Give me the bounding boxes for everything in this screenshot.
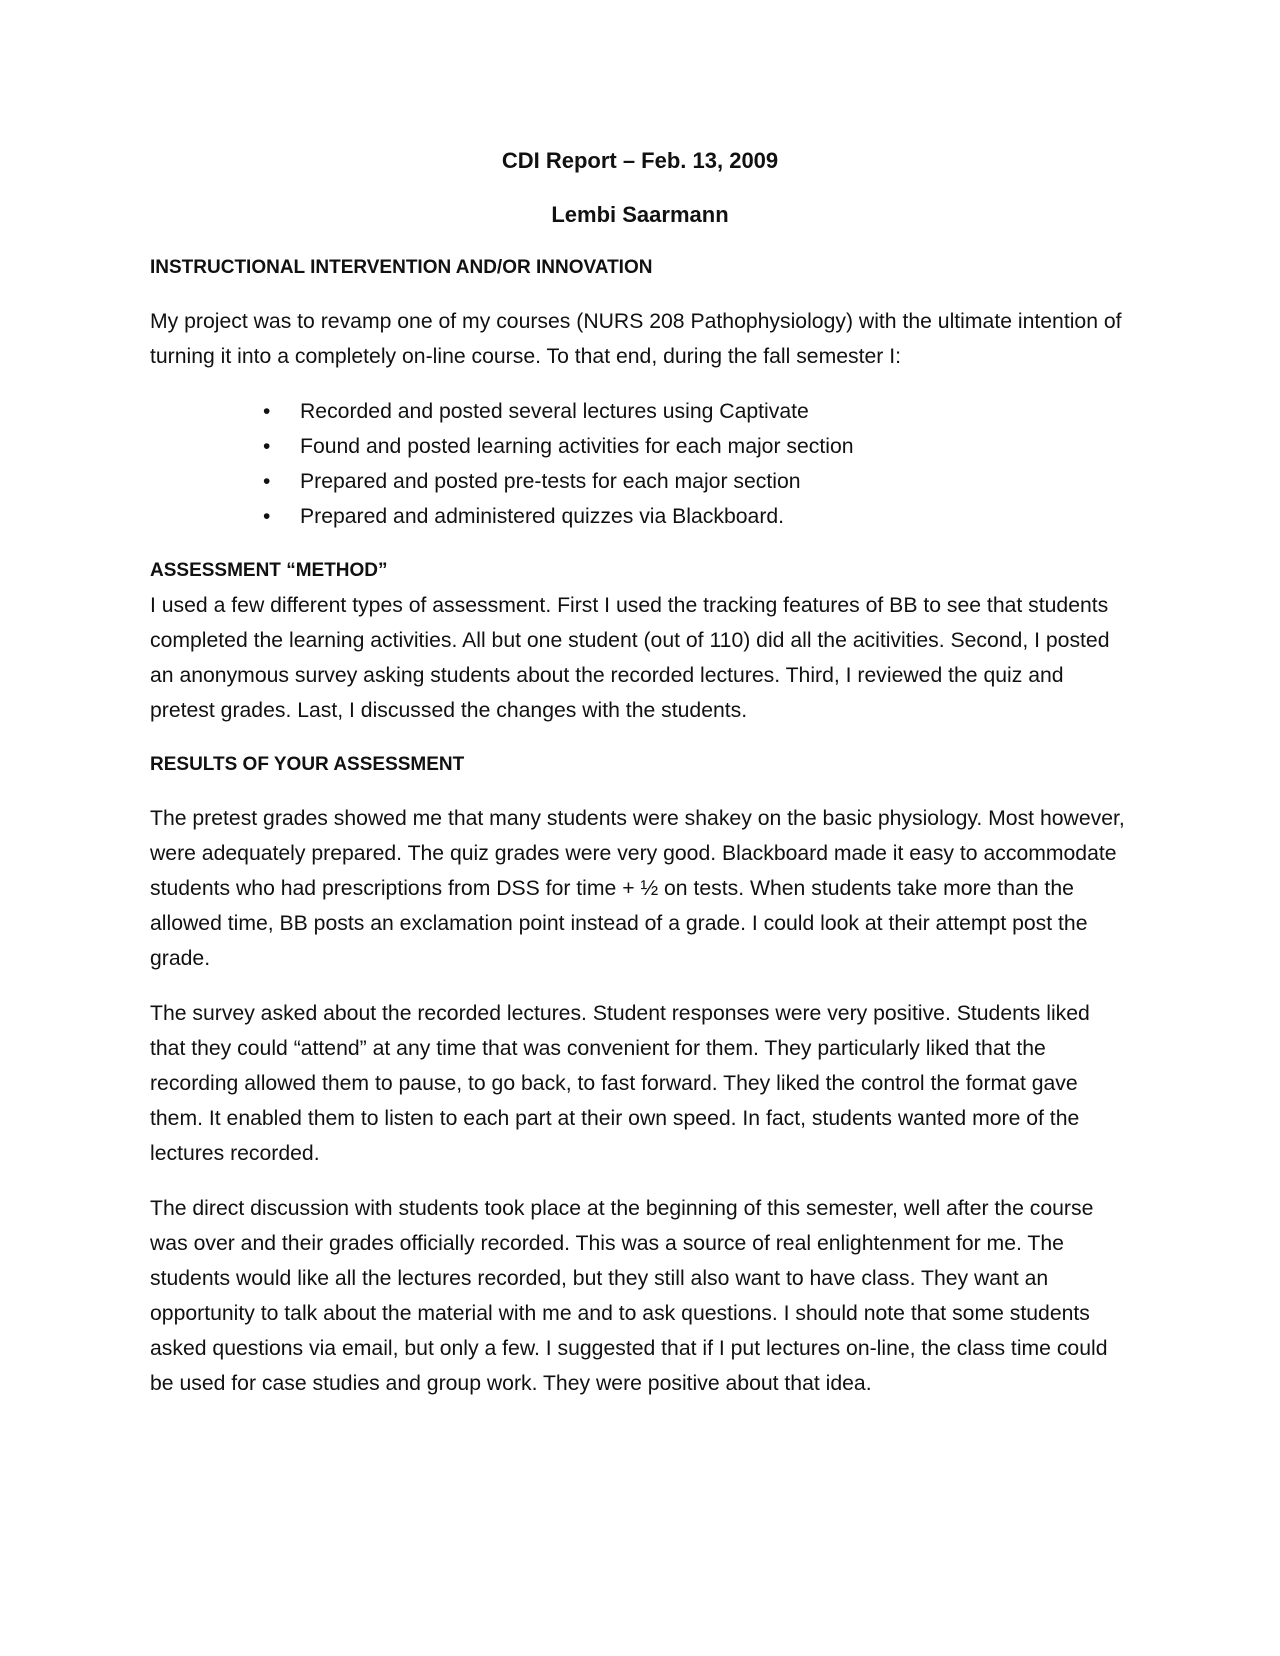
bullet-text: Recorded and posted several lectures using Captivate [300,399,809,423]
bullet-text: Prepared and administered quizzes via Blackboard. [300,504,785,528]
bullet-icon: • [263,504,271,528]
bullet-item [150,429,1130,464]
bullet-icon: • [263,469,271,493]
bullet-item [150,394,1130,429]
paragraph-results-grades: The pretest grades showed me that many students were shakey on the basic physiology. Most however, were adequately prepared. The quiz grades were very good. Blackboard made it easy to accommodate students who had prescriptions from DSS for time + ½ on tests. When students take more than the allowed time, BB posts an exclamation point instead of a grade. I could look at their attempt post the grade. [150,807,1125,971]
paragraph-results-survey: The survey asked about the recorded lectures. Student responses were very positive. Students liked that they could “attend” at any time that was convenient for them. They particularly liked that the recording allowed them to pause, to go back, to fast forward. They liked the control the format gave them. It enabled them to listen to each part at their own speed. In fact, students wanted more of the lectures recorded. [150,1002,1090,1166]
bullet-item [150,464,1130,499]
bullet-icon: • [263,399,271,423]
heading-assessment-method: ASSESSMENT “METHOD” [150,559,388,581]
heading-results: RESULTS OF YOUR ASSESSMENT [150,754,465,776]
bullet-text: Found and posted learning activities for each major section [300,434,854,458]
bullet-list-activities [150,394,1130,534]
bullet-text: Prepared and posted pre-tests for each major section [300,469,801,493]
paragraph-intervention: My project was to revamp one of my courses (NURS 208 Pathophysiology) with the ultimate intention of turning it into a completely on-line course. To that end, during the fall semester I: [150,309,1122,368]
bullet-icon: • [263,434,271,458]
document-author: Lembi Saarmann [551,202,729,228]
document-title: CDI Report – Feb. 13, 2009 [501,148,779,173]
paragraph-results-discussion: The direct discussion with students took place at the beginning of this semester, well after the course was over and their grades officially recorded. This was a source of real enlightenment for me. The students would like all the lectures recorded, but they still also want to have class. They want an opportunity to talk about the material with me and to ask questions. I should note that some students asked questions via email, but only a few. I suggested that if I put lectures on-line, the class time could be used for case studies and group work. They were positive about that idea. [150,1197,1108,1396]
heading-intervention: INSTRUCTIONAL INTERVENTION AND/OR INNOVATION [150,256,653,278]
document-page [150,148,1130,1401]
paragraph-assessment-method: I used a few different types of assessment. First I used the tracking features of BB to see that students completed the learning activities. All but one student (out of 110) did all the acitivities. Second, I posted an anonymous survey asking students about the recorded lectures. Third, I reviewed the quiz and pretest grades. Last, I discussed the changes with the students. [150,594,1110,723]
bullet-item [150,499,1130,534]
